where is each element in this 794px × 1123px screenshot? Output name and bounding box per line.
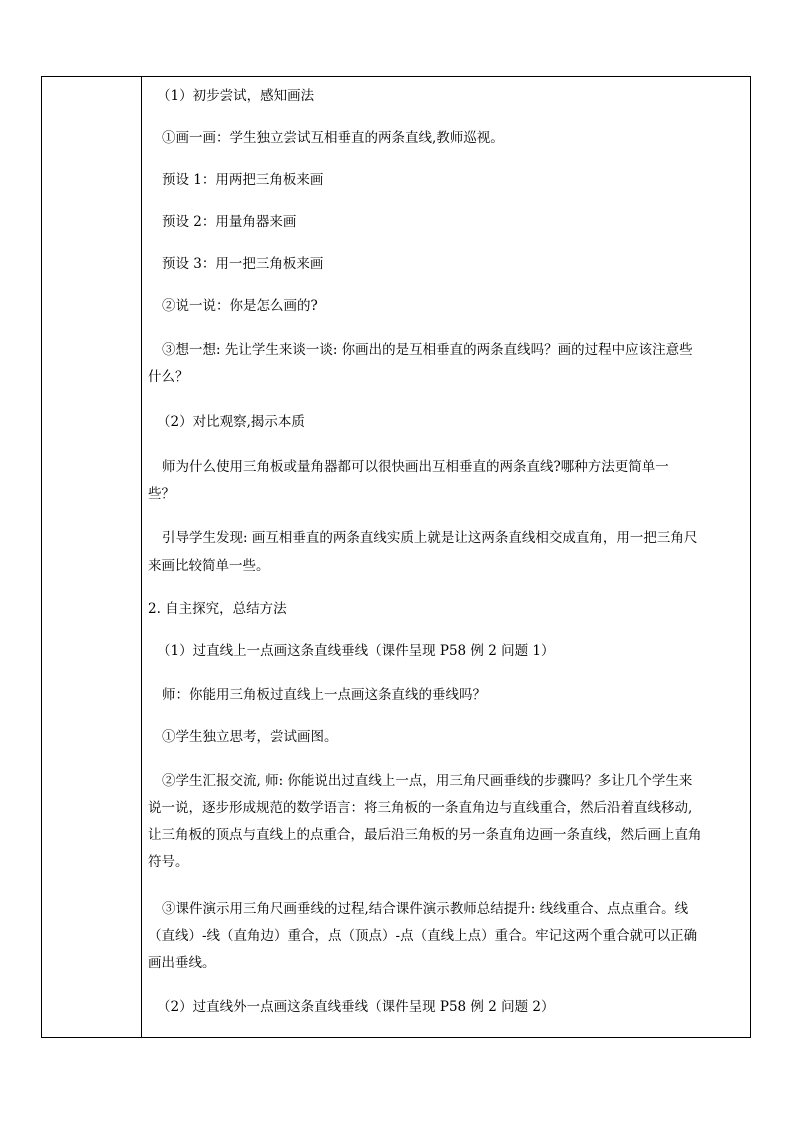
demo-step-line-3: 画出垂线。 xyxy=(148,955,216,971)
report-step-line-4: 符号。 xyxy=(148,854,189,870)
teacher-ask: 师：你能用三角板过直线上一点画这条直线的垂线吗？ xyxy=(162,687,486,703)
guide-line-2: 来画比较简单一些。 xyxy=(148,558,270,574)
independent-think-step: ①学生独立思考，尝试画图。 xyxy=(162,729,338,745)
section2-sub2-title: （2）过直线外一点画这条直线垂线（课件呈现 P58 例 2 问题 2） xyxy=(157,999,555,1015)
preset-2: 预设 2：用量角器来画 xyxy=(162,214,297,230)
sub1-title: （1）初步尝试，感知画法 xyxy=(157,88,315,104)
guide-line-1: 引导学生发现: 画互相垂直的两条直线实质上就是让这两条直线相交成直角，用一把三角尺 xyxy=(162,530,698,546)
demo-step-line-2: （直线）-线（直角边）重合，点（顶点）-点（直线上点）重合。牢记这两个重合就可以正确 xyxy=(148,928,698,944)
teacher-question-line-1: 师为什么使用三角板或量角器都可以很快画出互相垂直的两条直线?哪种方法更简单一 xyxy=(162,459,669,475)
think-step-line-2: 什么？ xyxy=(148,369,189,385)
say-step: ②说一说：你是怎么画的? xyxy=(162,298,318,314)
think-step-line-1: ③想一想: 先让学生来谈一谈: 你画出的是互相垂直的两条直线吗？画的过程中应该注意些 xyxy=(162,342,693,358)
report-step-line-3: 让三角板的顶点与直线上的点重合，最后沿三角板的另一条直角边画一条直线，然后画上直角 xyxy=(148,827,702,843)
column-divider xyxy=(141,77,142,1037)
section2-title: 2. 自主探究，总结方法 xyxy=(148,601,287,617)
report-step-line-2: 说一说，逐步形成规范的数学语言：将三角板的一条直角边与直线重合，然后沿着直线移动, xyxy=(148,800,693,816)
lesson-table xyxy=(41,76,751,1038)
report-step-line-1: ②学生汇报交流, 师: 你能说出过直线上一点，用三角尺画垂线的步骤吗？多让几个学生来 xyxy=(162,773,693,789)
section2-sub1-title: （1）过直线上一点画这条直线垂线（课件呈现 P58 例 2 问题 1） xyxy=(157,643,555,659)
preset-3: 预设 3：用一把三角板来画 xyxy=(162,256,324,272)
teacher-question-line-2: 些？ xyxy=(148,486,175,502)
sub2-title: （2）对比观察,揭示本质 xyxy=(157,414,305,430)
demo-step-line-1: ③课件演示用三角尺画垂线的过程,结合课件演示教师总结提升: 线线重合、点点重合。线 xyxy=(162,901,689,917)
preset-1: 预设 1：用两把三角板来画 xyxy=(162,172,324,188)
draw-step: ①画一画：学生独立尝试互相垂直的两条直线,教师巡视。 xyxy=(162,130,504,146)
